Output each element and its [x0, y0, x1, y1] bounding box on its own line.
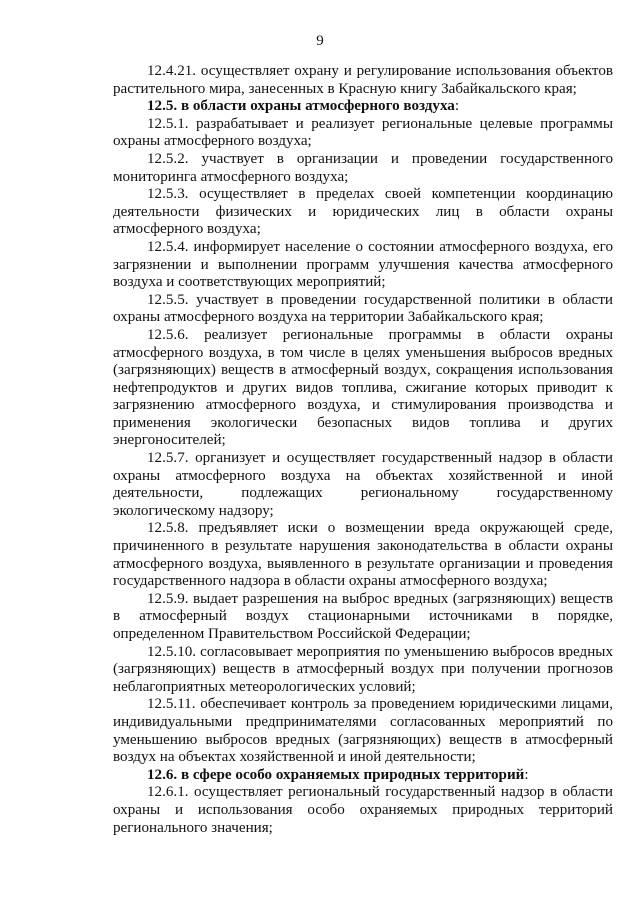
paragraph-12-5-10: 12.5.10. согласовывает мероприятия по уменьшению выбросов вредных (загрязняющих) веществ в атмосферный воздух при получении прогнозов неблагоприятных метеорологических условий;: [113, 643, 613, 695]
document-body: [113, 63, 613, 837]
paragraph-12-5-2: 12.5.2. участвует в организации и проведении государственного мониторинга атмосферного воздуха;: [113, 150, 613, 185]
section-heading-colon: :: [524, 766, 529, 783]
section-heading-colon: :: [454, 98, 460, 115]
paragraph-12-5-3: 12.5.3. осуществляет в пределах своей компетенции координацию деятельности физических и юридических лиц в области охраны атмосферного воздуха;: [113, 186, 613, 238]
paragraph-12-5-7: 12.5.7. организует и осуществляет государственный надзор в области охраны атмосферного воздуха на объектах хозяйственной и иной деятельности, подлежащих региональному государственному экологическому надзору;: [113, 450, 613, 519]
paragraph-12-5-6: 12.5.6. реализует региональные программы в области охраны атмосферного воздуха, в том числе в целях уменьшения выбросов вредных (загрязняющих) веществ в атмосферный воздух, сокращения использования нефтепродуктов и других видов топлива, сжигание которых приводит к загрязнению атмосферного воздуха, и стимулирования производства и применения экологически безопасных видов топлива и других энергоносителей;: [113, 326, 613, 449]
paragraph-12-6-1: 12.6.1. осуществляет региональный государственный надзор в области охраны и использования особо охраняемых природных территорий регионального значения;: [113, 784, 613, 836]
paragraph-12-5-11: 12.5.11. обеспечивает контроль за проведением юридическими лицами, индивидуальными предпринимателями согласованных мероприятий по уменьшению выбросов вредных (загрязняющих) веществ в атмосферный воздух на объектах хозяйственной и иной деятельности;: [113, 696, 613, 766]
paragraph-12-5-1: 12.5.1. разрабатывает и реализует региональные целевые программы охраны атмосферного воздуха;: [113, 115, 613, 150]
section-heading-12-6: [113, 767, 613, 785]
section-heading-text: 12.6. в сфере особо охраняемых природных территорий: [147, 766, 525, 783]
paragraph-12-4-21: 12.4.21. осуществляет охрану и регулирование использования объектов растительного мира, занесенных в Красную книгу Забайкальского края;: [113, 63, 613, 97]
section-heading-text: 12.5. в области охраны атмосферного воздуха: [147, 98, 455, 115]
paragraph-12-5-5: 12.5.5. участвует в проведении государственной политики в области охраны атмосферного воздуха на территории Забайкальского края;: [113, 291, 613, 326]
paragraph-12-5-8: 12.5.8. предъявляет иски о возмещении вреда окружающей среде, причиненного в результате нарушения законодательства в области охраны атмосферного воздуха, выявленного в результате организации и проведения государственного надзора в области охраны атмосферного воздуха;: [113, 520, 613, 590]
page-number: 9: [316, 33, 324, 49]
paragraph-12-5-9: 12.5.9. выдает разрешения на выброс вредных (загрязняющих) веществ в атмосферный воздух стационарными источниками в порядке, определенном Правительством Российской Федерации;: [113, 590, 613, 642]
paragraph-12-5-4: 12.5.4. информирует население о состоянии атмосферного воздуха, его загрязнении и выполнении программ улучшения качества атмосферного воздуха и соответствующих мероприятий;: [113, 238, 613, 291]
section-heading-12-5: [113, 98, 613, 116]
